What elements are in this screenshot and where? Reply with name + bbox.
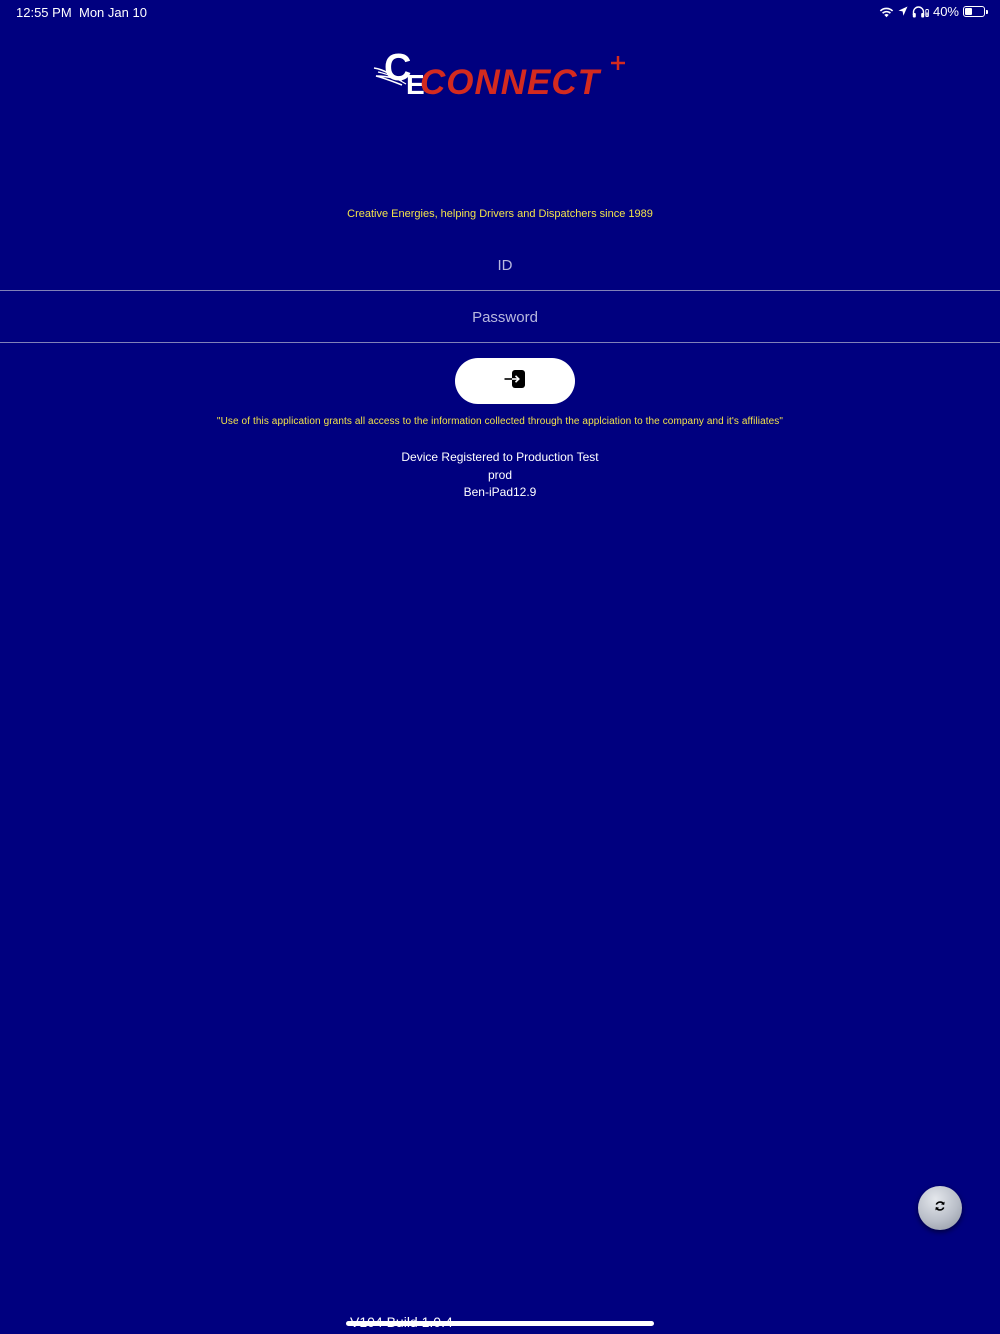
password-input[interactable] (0, 292, 1000, 342)
disclaimer-text: "Use of this application grants all access to the information collected through the applciation to the company and it's affiliates" (216, 416, 784, 427)
login-button[interactable] (455, 358, 575, 404)
device-name: Ben-iPad12.9 (463, 485, 537, 499)
wifi-icon (879, 6, 894, 18)
status-bar (0, 0, 1000, 24)
home-indicator[interactable] (346, 1321, 654, 1326)
password-field-container (0, 292, 1000, 343)
svg-text:E: E (406, 69, 425, 100)
headphones-icon (912, 6, 929, 18)
id-field-container (0, 240, 1000, 291)
device-info (0, 449, 1000, 502)
battery-icon (963, 6, 985, 17)
id-input[interactable] (0, 240, 1000, 290)
battery-percent: 40% (932, 4, 959, 19)
location-icon (898, 6, 908, 17)
login-icon (504, 369, 526, 394)
device-registered-text: Device Registered to Production Test (401, 450, 599, 464)
refresh-icon (934, 1199, 946, 1217)
status-icons (879, 4, 985, 19)
svg-text:C: C (384, 47, 412, 89)
tagline: Creative Energies, helping Drivers and Dispatchers since 1989 (347, 208, 653, 220)
device-environment: prod (487, 467, 513, 482)
refresh-button[interactable] (918, 1186, 962, 1230)
status-date: Mon Jan 10 (79, 5, 147, 20)
svg-text:CONNECT: CONNECT (420, 63, 601, 102)
battery-fill (965, 8, 972, 15)
ceconnect-logo (372, 44, 632, 104)
status-time: 12:55 PM (16, 5, 72, 20)
